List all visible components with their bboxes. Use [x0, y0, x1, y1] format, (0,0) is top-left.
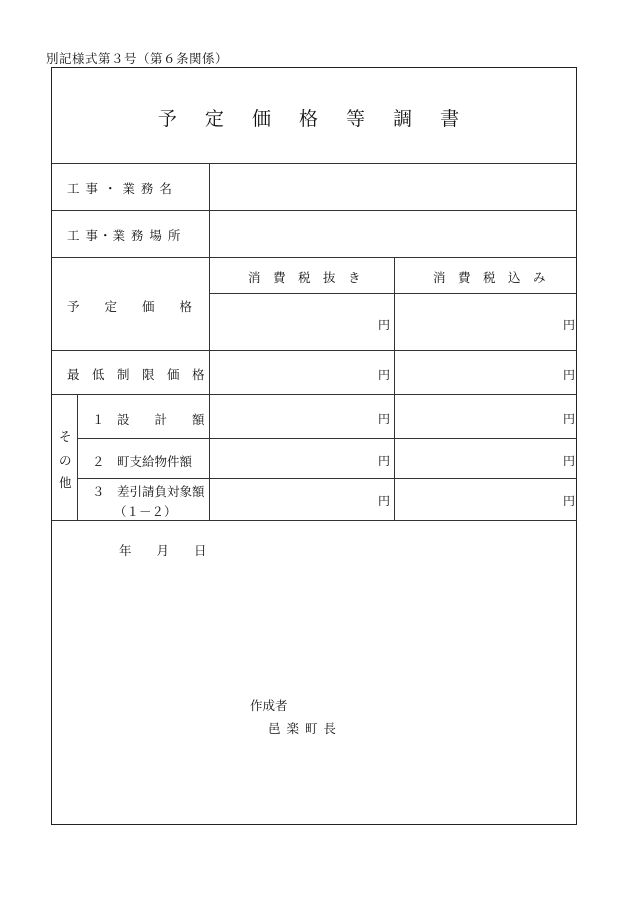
rule-tax-column: [394, 257, 395, 520]
min-price-excl-yen: 円: [378, 368, 391, 382]
planned-price-excl-yen: 円: [378, 318, 391, 332]
other-label-char-2: の: [59, 453, 72, 468]
planned-price-label: 予 定 価 格: [67, 299, 193, 314]
rule-item2-bottom: [77, 478, 577, 479]
item2-excl-yen: 円: [378, 454, 391, 468]
project-name-label: 工 事 ・ 業 務 名: [67, 181, 173, 196]
rule-min-bottom: [52, 394, 577, 395]
other-label-char-1: そ: [59, 429, 72, 444]
rule-name-bottom: [52, 210, 577, 211]
date-field: 年 月 日: [119, 543, 207, 558]
rule-planned-bottom: [52, 350, 577, 351]
column-header-incl-tax: 消 費 税 込 み: [433, 270, 546, 285]
item3-formula: （１－２）: [114, 504, 177, 519]
author-label: 作成者: [250, 698, 288, 713]
rule-title-bottom: [52, 163, 577, 164]
item1-excl-yen: 円: [378, 412, 391, 426]
form-number-note: 別記様式第３号（第６条関係）: [46, 51, 229, 66]
item3-excl-yen: 円: [378, 494, 391, 508]
planned-price-incl-yen: 円: [563, 318, 576, 332]
rule-other-subcolumn: [77, 394, 78, 520]
form-frame: [51, 67, 577, 825]
column-header-excl-tax: 消 費 税 抜 き: [248, 270, 361, 285]
item3-contract-amount: ３ 差引請負対象額: [92, 484, 205, 499]
rule-label-column: [209, 163, 210, 520]
item1-incl-yen: 円: [563, 412, 576, 426]
item3-incl-yen: 円: [563, 494, 576, 508]
rule-place-bottom: [52, 257, 577, 258]
item1-design-amount: １ 設 計 額: [92, 412, 205, 427]
author-name: 邑 楽 町 長: [268, 721, 337, 736]
document-title: 予 定 価 格 等 調 書: [157, 108, 471, 130]
project-place-label: 工 事・業 務 場 所: [67, 228, 182, 243]
min-price-label: 最 低 制 限 価 格: [67, 367, 205, 382]
min-price-incl-yen: 円: [563, 368, 576, 382]
item2-supplied-goods-amount: ２ 町支給物件額: [92, 454, 193, 469]
rule-colheader-bottom: [209, 293, 577, 294]
item2-incl-yen: 円: [563, 454, 576, 468]
rule-item1-bottom: [77, 438, 577, 439]
rule-table-bottom: [52, 520, 577, 521]
other-label-char-3: 他: [59, 475, 72, 490]
